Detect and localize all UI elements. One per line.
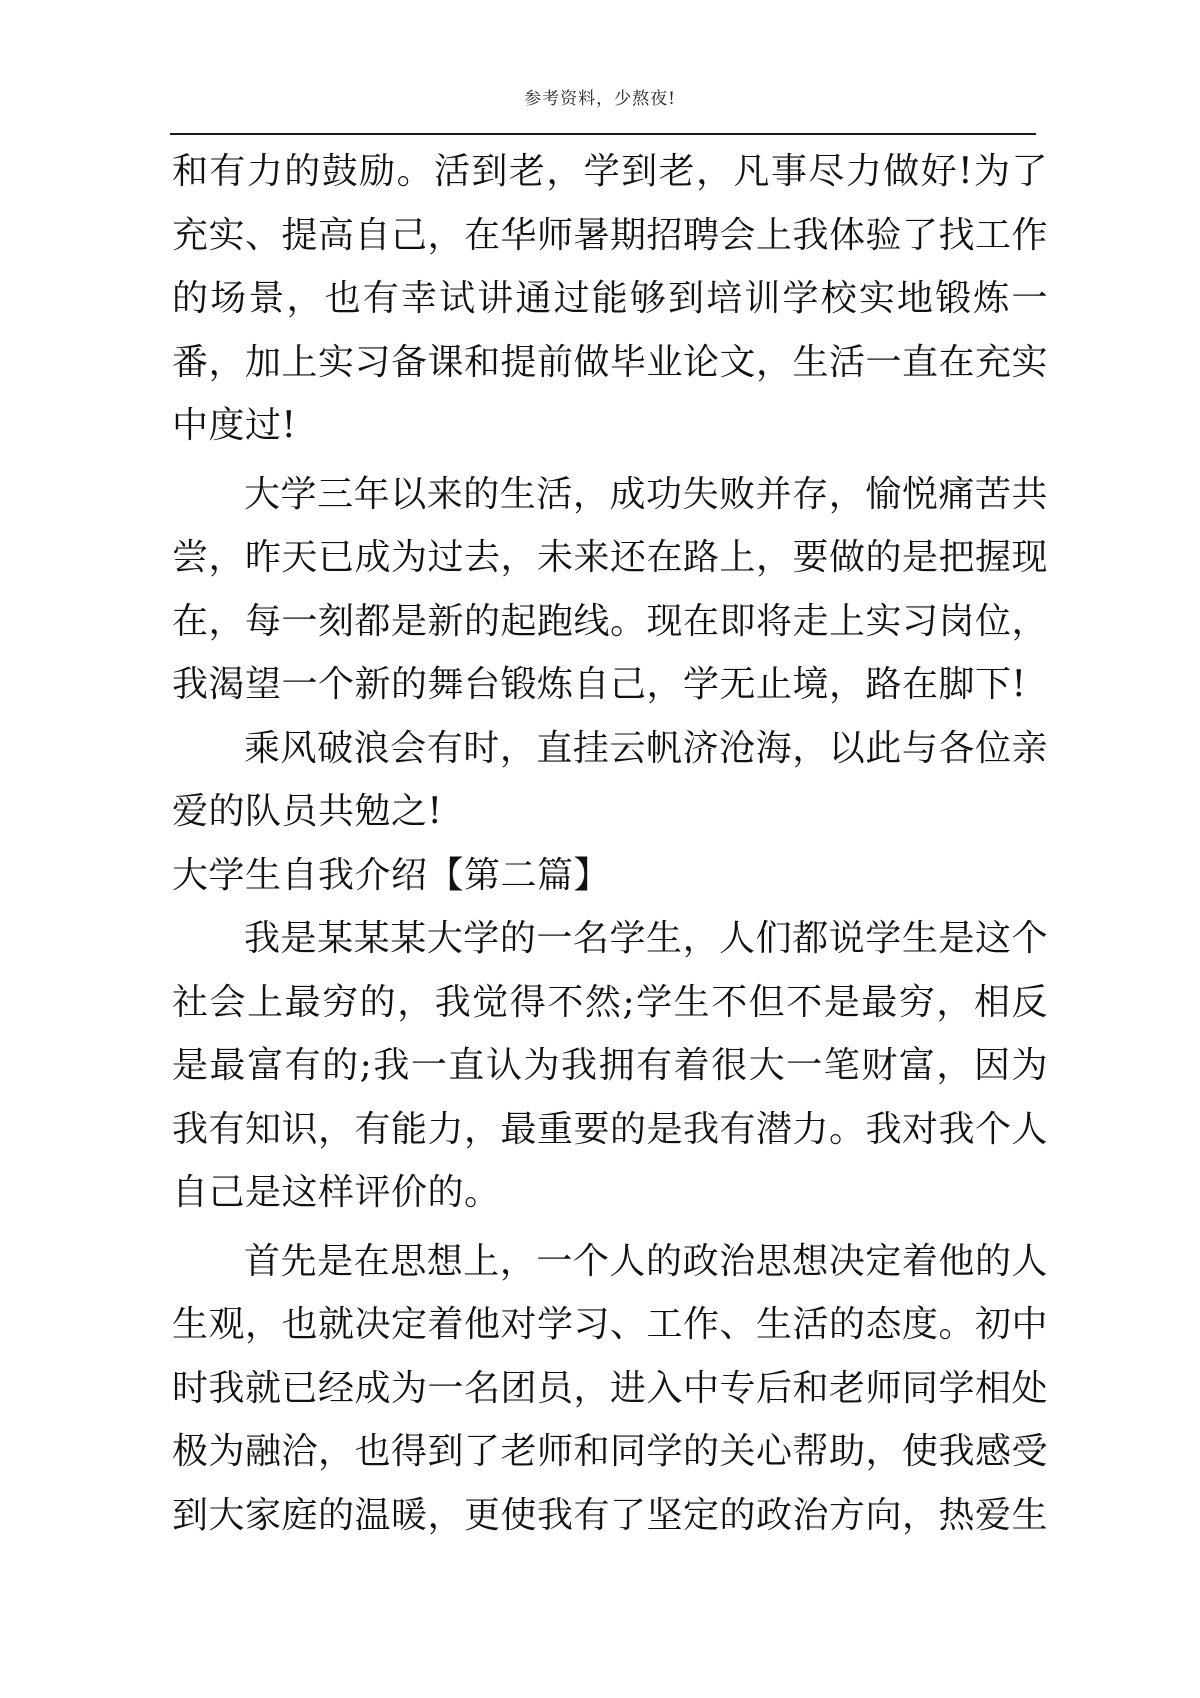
paragraph-continuation: 和有力的鼓励。活到老，学到老，凡事尽力做好!为了充实、提高自己，在华师暑期招聘会上我体验了找工作的场景，也有幸试讲通过能够到培训学校实地锻炼一番，加上实习备课和提前做毕业论文，生活一直在充实中度过! [172, 151, 1049, 446]
header-divider [170, 133, 1036, 135]
paragraph-self-intro: 我是某某某大学的一名学生，人们都说学生是这个社会上最穷的，我觉得不然;学生不但不是最穷，相反是最富有的;我一直认为我拥有着很大一笔财富，因为我有知识，有能力，最重要的是我有潜力。我对我个人自己是这样评价的。 [172, 918, 1049, 1213]
section-heading: 大学生自我介绍【第二篇】 [172, 854, 611, 896]
paragraph-university-life: 大学三年以来的生活，成功失败并存，愉悦痛苦共尝，昨天已成为过去，未来还在路上，要做的是把握现在，每一刻都是新的起跑线。现在即将走上实习岗位，我渴望一个新的舞台锻炼自己，学无止境，路在脚下! [172, 473, 1049, 705]
paragraph-ideology: 首先是在思想上，一个人的政治思想决定着他的人生观，也就决定着他对学习、工作、生活的态度。初中时我就已经成为一名团员，进入中专后和老师同学相处极为融洽，也得到了老师和同学的关心帮助，使我感受到大家庭的温暖，更使我有了坚定的政治方向，热爱生 [172, 1240, 1049, 1536]
page-header: 参考资料，少熬夜! [524, 89, 676, 109]
document-body [172, 140, 1048, 1547]
paragraph-closing-motto: 乘风破浪会有时，直挂云帆济沧海，以此与各位亲爱的队员共勉之! [172, 727, 1048, 832]
